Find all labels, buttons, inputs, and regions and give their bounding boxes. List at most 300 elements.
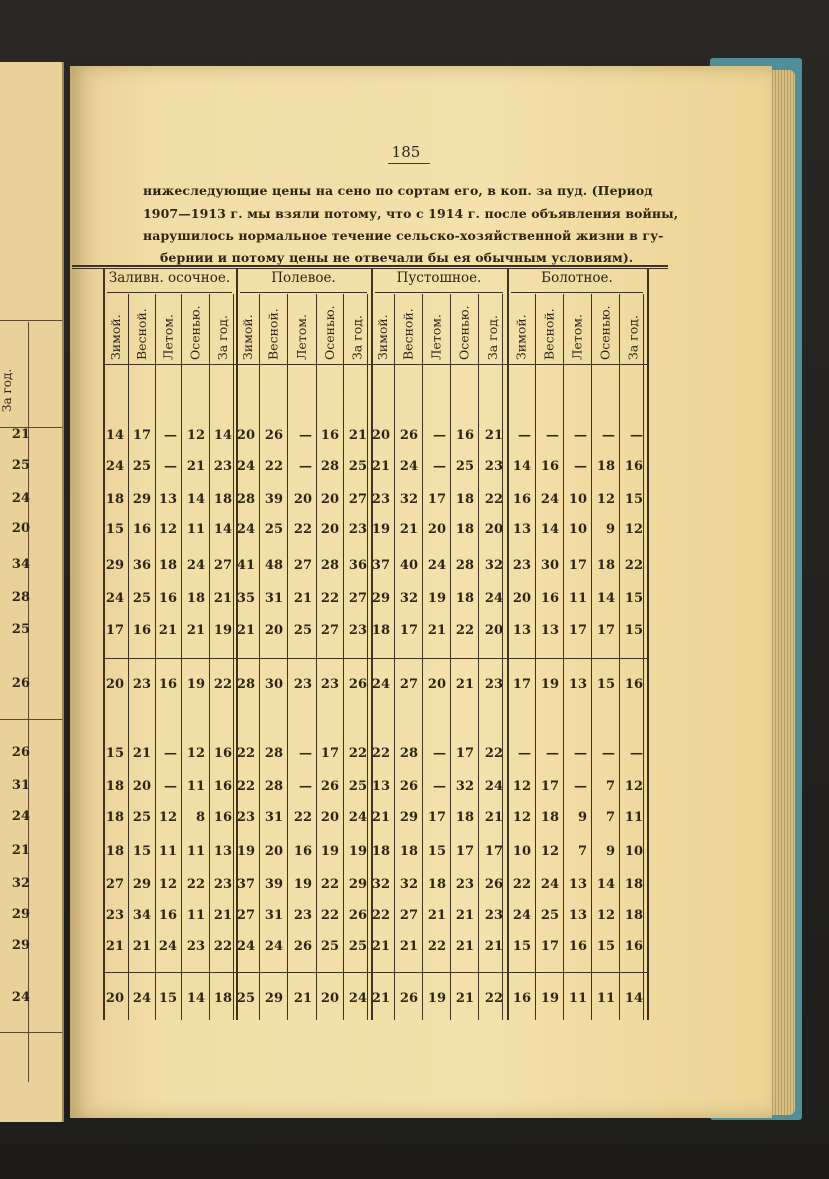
price-cell: 12: [158, 522, 177, 537]
price-cell: 19: [371, 522, 390, 537]
left-column-header: За год.: [0, 368, 14, 412]
price-cell: 22: [484, 991, 503, 1006]
price-cell: 18: [213, 492, 232, 507]
price-cell: 24: [236, 522, 255, 537]
price-cell: 13: [158, 492, 177, 507]
price-cell: 24: [399, 459, 418, 474]
price-cell: 16: [158, 677, 177, 692]
price-cell: 29: [105, 558, 124, 573]
price-cell: 19: [348, 844, 367, 859]
price-cell: 19: [540, 677, 559, 692]
price-cell: —: [433, 459, 446, 474]
price-cell: 10: [624, 844, 643, 859]
left-page-value: 25: [11, 458, 30, 473]
price-cell: 26: [348, 908, 367, 923]
price-cell: 12: [512, 779, 531, 794]
price-cell: 21: [186, 459, 205, 474]
season-column-header: Осенью.: [597, 305, 613, 360]
price-cell: 22: [186, 877, 205, 892]
price-cell: 27: [213, 558, 232, 573]
price-cell: 11: [624, 810, 643, 825]
group-title-rule: [375, 292, 503, 293]
price-cell: 18: [186, 591, 205, 606]
price-cell: 21: [371, 810, 390, 825]
column-rule: [647, 268, 649, 1020]
price-cell: 30: [264, 677, 283, 692]
price-cell: 27: [348, 492, 367, 507]
price-cell: 26: [399, 991, 418, 1006]
price-cell: 18: [427, 877, 446, 892]
season-column-header: Летом.: [428, 314, 444, 360]
price-cell: 32: [371, 877, 390, 892]
price-cell: 26: [399, 779, 418, 794]
price-cell: 26: [264, 428, 283, 443]
price-cell: 31: [264, 591, 283, 606]
price-cell: 25: [455, 459, 474, 474]
season-column-header: Весной.: [265, 308, 281, 360]
table-top-rule: [72, 265, 668, 267]
price-cell: 16: [213, 779, 232, 794]
section-rule: [103, 658, 647, 659]
price-cell: 27: [320, 623, 339, 638]
price-cell: 18: [624, 908, 643, 923]
price-cell: 11: [186, 779, 205, 794]
price-cell: 16: [213, 746, 232, 761]
price-cell: 32: [399, 492, 418, 507]
price-cell: —: [433, 779, 446, 794]
price-cell: 24: [484, 779, 503, 794]
price-cell: 21: [158, 623, 177, 638]
column-rule-double: [233, 294, 234, 1020]
price-cell: 18: [371, 844, 390, 859]
price-cell: —: [518, 746, 531, 761]
price-cell: 25: [132, 591, 151, 606]
price-cell: 10: [568, 492, 587, 507]
price-cell: 14: [596, 591, 615, 606]
price-cell: 25: [320, 939, 339, 954]
left-rule: [0, 1032, 62, 1033]
season-column-header: Летом.: [160, 314, 176, 360]
price-cell: 9: [577, 810, 587, 825]
group-header: Пустошное.: [396, 270, 482, 286]
price-cell: 11: [186, 908, 205, 923]
price-cell: 20: [512, 591, 531, 606]
price-cell: —: [299, 428, 312, 443]
price-cell: —: [602, 428, 615, 443]
price-cell: 23: [293, 677, 312, 692]
price-cell: 18: [455, 810, 474, 825]
price-cell: 26: [293, 939, 312, 954]
price-cell: 13: [512, 623, 531, 638]
price-cell: 11: [186, 844, 205, 859]
price-cell: 16: [320, 428, 339, 443]
price-cell: 21: [455, 677, 474, 692]
price-cell: 16: [158, 591, 177, 606]
price-cell: 14: [213, 522, 232, 537]
price-cell: 16: [512, 991, 531, 1006]
price-cell: 16: [540, 591, 559, 606]
price-cell: 22: [348, 746, 367, 761]
price-cell: 21: [371, 991, 390, 1006]
price-cell: 12: [158, 877, 177, 892]
price-cell: 23: [105, 908, 124, 923]
price-cell: 20: [105, 677, 124, 692]
group-header: Заливн. осочное.: [108, 270, 231, 286]
price-cell: 28: [264, 779, 283, 794]
price-cell: —: [299, 779, 312, 794]
price-cell: 16: [624, 459, 643, 474]
price-cell: 18: [540, 810, 559, 825]
price-cell: 19: [186, 677, 205, 692]
price-cell: 28: [236, 677, 255, 692]
price-cell: 15: [158, 991, 177, 1006]
price-cell: 16: [132, 522, 151, 537]
price-cell: 36: [132, 558, 151, 573]
season-column-header: Зимой.: [108, 314, 123, 360]
paragraph-line: 1907—1913 г. мы взяли потому, что с 1914 г. после объявления войны,: [143, 206, 679, 221]
price-cell: 48: [264, 558, 283, 573]
price-cell: 13: [568, 677, 587, 692]
price-cell: 12: [596, 492, 615, 507]
price-cell: 20: [320, 522, 339, 537]
left-rule: [0, 320, 62, 321]
price-cell: —: [574, 459, 587, 474]
price-cell: —: [546, 746, 559, 761]
paragraph-line: бернии и потому цены не отвечали бы ея обычным условиям).: [160, 250, 634, 265]
price-cell: 21: [484, 428, 503, 443]
price-cell: 9: [605, 522, 615, 537]
price-cell: 20: [264, 623, 283, 638]
price-cell: 21: [132, 939, 151, 954]
price-cell: 24: [105, 591, 124, 606]
price-cell: 21: [132, 746, 151, 761]
paragraph-line: нижеследующие цены на сено по сортам его, в коп. за пуд. (Период: [143, 183, 653, 198]
left-page-value: 29: [11, 907, 30, 922]
price-cell: 26: [484, 877, 503, 892]
price-cell: 13: [568, 908, 587, 923]
price-cell: 39: [264, 877, 283, 892]
price-cell: 15: [512, 939, 531, 954]
price-cell: 15: [596, 677, 615, 692]
price-cell: 7: [577, 844, 587, 859]
price-cell: 16: [455, 428, 474, 443]
price-cell: 22: [484, 492, 503, 507]
price-cell: —: [433, 746, 446, 761]
price-cell: 24: [484, 591, 503, 606]
price-cell: 7: [605, 810, 615, 825]
price-cell: 16: [213, 810, 232, 825]
price-cell: 22: [427, 939, 446, 954]
price-cell: 21: [213, 908, 232, 923]
price-cell: 25: [236, 991, 255, 1006]
price-cell: 23: [213, 459, 232, 474]
price-cell: 20: [236, 428, 255, 443]
price-cell: 22: [371, 746, 390, 761]
price-cell: 18: [624, 877, 643, 892]
price-cell: 22: [293, 522, 312, 537]
left-page-value: 21: [11, 427, 30, 442]
season-column-header: За год.: [625, 315, 641, 360]
price-cell: 17: [596, 623, 615, 638]
price-cell: —: [602, 746, 615, 761]
price-cell: 23: [293, 908, 312, 923]
price-cell: 15: [132, 844, 151, 859]
price-cell: 21: [348, 428, 367, 443]
header-bottom-rule: [103, 364, 647, 365]
price-cell: 30: [540, 558, 559, 573]
price-cell: 18: [455, 492, 474, 507]
price-cell: 28: [455, 558, 474, 573]
price-cell: 16: [624, 939, 643, 954]
price-cell: 17: [320, 746, 339, 761]
price-cell: 21: [455, 991, 474, 1006]
price-cell: —: [164, 746, 177, 761]
left-page-value: 25: [11, 622, 30, 637]
price-cell: 20: [320, 991, 339, 1006]
price-cell: 17: [540, 939, 559, 954]
price-cell: 37: [371, 558, 390, 573]
price-cell: 21: [427, 908, 446, 923]
price-cell: 24: [348, 991, 367, 1006]
price-cell: 21: [455, 939, 474, 954]
price-cell: 25: [348, 459, 367, 474]
price-cell: 22: [484, 746, 503, 761]
price-cell: 16: [540, 459, 559, 474]
group-title-rule: [107, 292, 232, 293]
price-cell: —: [630, 746, 643, 761]
group-header: Болотное.: [541, 270, 613, 286]
column-rule-double: [367, 294, 368, 1020]
price-cell: 20: [132, 779, 151, 794]
price-cell: 19: [320, 844, 339, 859]
price-cell: 17: [568, 558, 587, 573]
price-cell: 22: [320, 908, 339, 923]
season-column-header: Осенью.: [187, 305, 203, 360]
price-cell: 11: [596, 991, 615, 1006]
price-cell: 24: [105, 459, 124, 474]
price-cell: 22: [512, 877, 531, 892]
price-cell: 18: [105, 492, 124, 507]
price-cell: 15: [624, 623, 643, 638]
price-cell: 22: [213, 939, 232, 954]
price-cell: 21: [371, 459, 390, 474]
price-cell: 23: [213, 877, 232, 892]
price-cell: 23: [348, 522, 367, 537]
paragraph-line: нарушилось нормальное течение сельско-хозяйственной жизни в гу-: [143, 228, 664, 243]
price-cell: 12: [624, 522, 643, 537]
price-cell: 22: [236, 746, 255, 761]
price-cell: 36: [348, 558, 367, 573]
price-cell: 29: [132, 492, 151, 507]
left-page-value: 20: [11, 521, 30, 536]
price-cell: 32: [399, 591, 418, 606]
price-cell: 17: [568, 623, 587, 638]
price-cell: 31: [264, 908, 283, 923]
price-cell: 25: [264, 522, 283, 537]
price-cell: 14: [105, 428, 124, 443]
price-cell: 21: [293, 991, 312, 1006]
price-cell: 20: [427, 677, 446, 692]
price-cell: 17: [132, 428, 151, 443]
price-cell: 20: [427, 522, 446, 537]
season-column-header: Зимой.: [513, 314, 529, 360]
left-page-value: 24: [11, 809, 30, 824]
season-column-header: Зимой.: [375, 314, 390, 360]
price-cell: 15: [624, 591, 643, 606]
price-cell: 15: [596, 939, 615, 954]
page-number: 185: [391, 143, 421, 161]
price-cell: 11: [158, 844, 177, 859]
price-cell: 20: [105, 991, 124, 1006]
price-cell: 32: [399, 877, 418, 892]
group-header: Полевое.: [271, 270, 336, 286]
price-cell: 12: [512, 810, 531, 825]
price-cell: 15: [105, 746, 124, 761]
price-cell: —: [546, 428, 559, 443]
table-top-rule: [72, 268, 668, 269]
price-cell: 18: [213, 991, 232, 1006]
price-cell: 13: [371, 779, 390, 794]
price-cell: 23: [348, 623, 367, 638]
price-cell: 13: [213, 844, 232, 859]
price-cell: 23: [320, 677, 339, 692]
price-cell: 23: [186, 939, 205, 954]
price-cell: —: [299, 746, 312, 761]
price-cell: 14: [186, 991, 205, 1006]
season-column-header: Весной.: [400, 308, 416, 360]
price-cell: 16: [568, 939, 587, 954]
price-cell: —: [299, 459, 312, 474]
left-page-value: 28: [11, 590, 30, 605]
price-cell: 22: [320, 877, 339, 892]
price-cell: 13: [568, 877, 587, 892]
price-cell: 23: [455, 877, 474, 892]
price-cell: 27: [293, 558, 312, 573]
price-cell: 25: [540, 908, 559, 923]
price-cell: 29: [264, 991, 283, 1006]
price-cell: 18: [158, 558, 177, 573]
price-cell: 20: [320, 492, 339, 507]
price-cell: 12: [540, 844, 559, 859]
price-cell: 20: [484, 623, 503, 638]
price-cell: 24: [540, 877, 559, 892]
price-cell: 21: [371, 939, 390, 954]
season-column-header: Осенью.: [456, 305, 472, 360]
price-cell: 18: [371, 623, 390, 638]
price-cell: 16: [624, 677, 643, 692]
price-cell: 13: [540, 623, 559, 638]
price-cell: 20: [320, 810, 339, 825]
price-cell: 24: [264, 939, 283, 954]
season-column-header: За год.: [349, 315, 365, 360]
price-cell: 10: [568, 522, 587, 537]
price-cell: 27: [399, 908, 418, 923]
price-cell: 12: [624, 779, 643, 794]
price-cell: 28: [399, 746, 418, 761]
price-cell: 20: [293, 492, 312, 507]
season-column-header: Весной.: [541, 308, 557, 360]
left-page-value: 26: [11, 676, 30, 691]
price-cell: 18: [105, 844, 124, 859]
price-cell: 23: [371, 492, 390, 507]
left-rule: [0, 719, 62, 720]
price-cell: 26: [320, 779, 339, 794]
price-cell: 17: [427, 810, 446, 825]
left-page-value: 24: [11, 491, 30, 506]
price-cell: 29: [132, 877, 151, 892]
price-cell: 22: [213, 677, 232, 692]
price-cell: 11: [568, 991, 587, 1006]
price-cell: 21: [213, 591, 232, 606]
price-cell: 19: [293, 877, 312, 892]
price-cell: 27: [348, 591, 367, 606]
price-cell: —: [574, 428, 587, 443]
price-cell: 17: [427, 492, 446, 507]
price-cell: 21: [186, 623, 205, 638]
price-cell: 19: [213, 623, 232, 638]
price-cell: 18: [105, 779, 124, 794]
price-cell: —: [164, 779, 177, 794]
price-cell: —: [574, 779, 587, 794]
price-cell: 24: [236, 459, 255, 474]
price-cell: 40: [399, 558, 418, 573]
price-cell: 21: [399, 522, 418, 537]
price-cell: 26: [399, 428, 418, 443]
price-cell: 28: [236, 492, 255, 507]
price-cell: 22: [624, 558, 643, 573]
price-cell: 35: [236, 591, 255, 606]
price-cell: 17: [512, 677, 531, 692]
price-cell: 17: [540, 779, 559, 794]
price-cell: 12: [186, 428, 205, 443]
price-cell: 27: [105, 877, 124, 892]
price-cell: 17: [455, 746, 474, 761]
price-cell: 16: [293, 844, 312, 859]
price-cell: 18: [596, 459, 615, 474]
price-cell: 26: [348, 677, 367, 692]
price-cell: 23: [236, 810, 255, 825]
season-column-header: За год.: [215, 315, 230, 360]
price-cell: 23: [484, 459, 503, 474]
price-cell: 19: [540, 991, 559, 1006]
price-cell: 7: [605, 779, 615, 794]
price-cell: 29: [348, 877, 367, 892]
price-cell: 17: [484, 844, 503, 859]
price-cell: 20: [484, 522, 503, 537]
price-cell: 22: [293, 810, 312, 825]
price-cell: 32: [484, 558, 503, 573]
price-cell: 21: [484, 810, 503, 825]
price-cell: 23: [132, 677, 151, 692]
price-cell: 15: [105, 522, 124, 537]
price-cell: 13: [512, 522, 531, 537]
price-cell: 14: [624, 991, 643, 1006]
price-cell: 24: [236, 939, 255, 954]
price-cell: 16: [132, 623, 151, 638]
price-cell: —: [164, 459, 177, 474]
price-cell: —: [574, 746, 587, 761]
price-cell: 15: [624, 492, 643, 507]
column-rule-double: [643, 294, 644, 1020]
price-cell: 20: [264, 844, 283, 859]
price-cell: 22: [320, 591, 339, 606]
price-cell: 25: [348, 779, 367, 794]
price-cell: 22: [455, 623, 474, 638]
price-cell: —: [630, 428, 643, 443]
price-cell: 24: [540, 492, 559, 507]
price-cell: —: [164, 428, 177, 443]
season-column-header: Зимой.: [240, 314, 255, 360]
